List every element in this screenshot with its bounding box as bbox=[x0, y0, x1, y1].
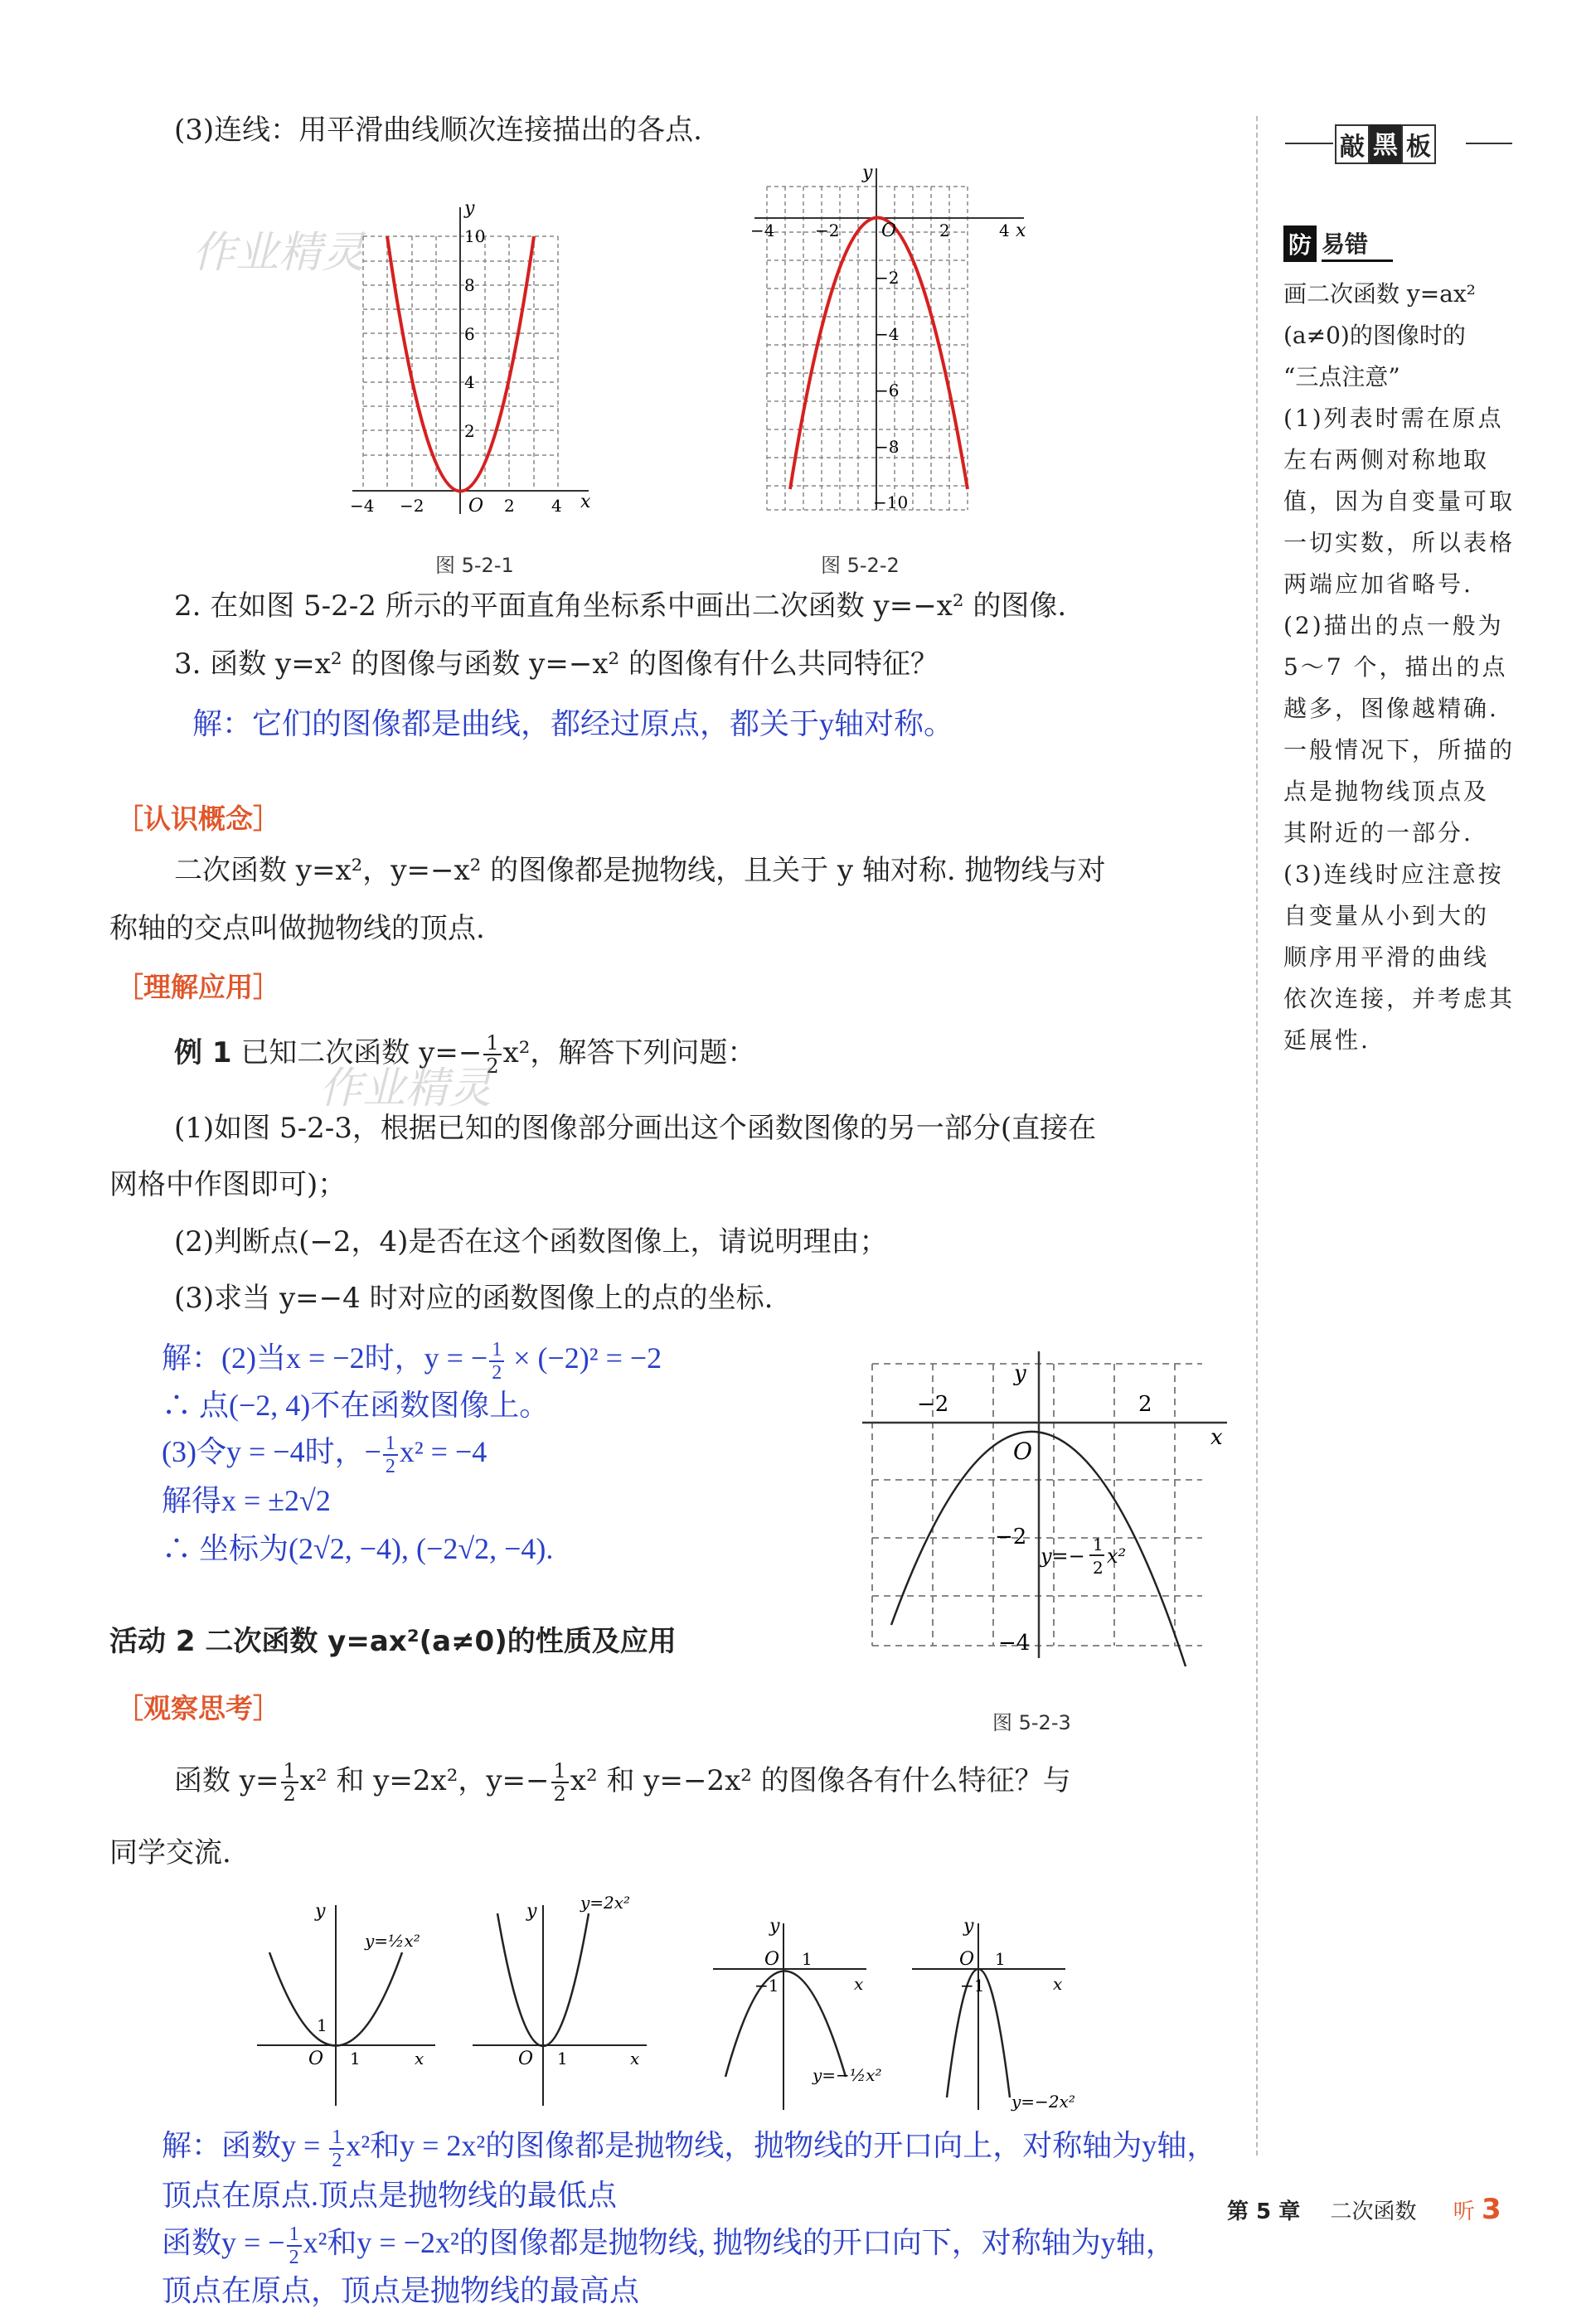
svg-text:1: 1 bbox=[350, 2049, 361, 2068]
section-header-concept: ［认识概念］ bbox=[116, 803, 280, 835]
fig3-curve-label: x² bbox=[1107, 1545, 1127, 1568]
example-part-1-line1: (1)如图 5-2-3，根据已知的图像部分画出这个函数图像的另一部分(直接在 bbox=[174, 1112, 1097, 1145]
fig3-y-axis: y bbox=[1014, 1361, 1026, 1386]
footer-chapter: 第 5 章 bbox=[1227, 2199, 1301, 2224]
observe-text-line1: 函数 y= $\frac{1}{2}$ x² 和 y=2x²，y=− $\frac{1}{2}$ x² 和 y=−2x² 的图像各有什么特征？与 bbox=[174, 1759, 1071, 1806]
fig2-ytick: −4 bbox=[875, 324, 900, 344]
page-footer bbox=[1227, 2193, 1501, 2226]
fig2-y-axis: y bbox=[862, 162, 873, 183]
fig1-origin: O bbox=[468, 496, 484, 516]
fig2-xtick: −4 bbox=[750, 221, 775, 240]
concept-text-line2: 称轴的交点叫做抛物线的顶点. bbox=[109, 912, 485, 945]
svg-text:1: 1 bbox=[995, 1949, 1006, 1969]
banner-char: 黑 bbox=[1370, 124, 1401, 164]
svg-text:x: x bbox=[1053, 1974, 1063, 1994]
fig3-label: −2 bbox=[995, 1525, 1027, 1549]
question-3: 3. 函数 y=x² 的图像与函数 y=−x² 的图像有什么共同特征？ bbox=[174, 647, 939, 681]
fraction: $\frac{1}{2}$ bbox=[551, 1760, 569, 1805]
sidebar-intro: 画二次函数 y=ax² (a≠0)的图像时的 “三点注意” bbox=[1283, 280, 1476, 390]
answer-line4: 顶点在原点，顶点是抛物线的最高点 bbox=[162, 2274, 640, 2307]
graph-2x2 bbox=[473, 1893, 647, 2106]
question-3-answer: 解：它们的图像都是曲线，都经过原点，都关于y轴对称。 bbox=[192, 707, 954, 740]
section-header-apply: ［理解应用］ bbox=[116, 971, 280, 1003]
fig1-ytick: 8 bbox=[464, 275, 475, 295]
fig1-ytick: 4 bbox=[464, 372, 475, 392]
fig2-ytick: −6 bbox=[875, 381, 900, 400]
note-line: 依次连接，并考虑其 bbox=[1283, 985, 1516, 1012]
fraction: $\frac{1}{2}$ bbox=[483, 1032, 501, 1077]
svg-text:y: y bbox=[963, 1916, 974, 1937]
graph-neg-2x2 bbox=[912, 1916, 1075, 2112]
fraction: $\frac{1}{2}$ bbox=[281, 1760, 298, 1805]
fig2-origin: O bbox=[881, 221, 897, 241]
svg-text:x: x bbox=[630, 2049, 640, 2068]
svg-text:1: 1 bbox=[317, 2015, 327, 2035]
banner-char: 敲 bbox=[1335, 124, 1370, 164]
svg-text:y=−2x²: y=−2x² bbox=[1011, 2092, 1075, 2112]
figure-5-2-1 bbox=[348, 191, 605, 522]
observe-text-line2: 同学交流. bbox=[109, 1836, 231, 1869]
fig2-ytick: −10 bbox=[873, 492, 909, 512]
fig2-ytick: −2 bbox=[875, 268, 900, 288]
note-line: 自变量从小到大的 bbox=[1283, 902, 1490, 929]
solution-line3: (3)令y = −4时，− $\frac{1}{2}$ x² = −4 bbox=[162, 1432, 488, 1477]
solution-line2: ∴ 点(−2, 4)不在函数图像上。 bbox=[162, 1389, 550, 1422]
sidebar-divider bbox=[1256, 116, 1260, 2156]
footer-listen: 听 bbox=[1453, 2199, 1475, 2224]
fig3-label: −2 bbox=[917, 1392, 949, 1417]
svg-text:y=½x²: y=½x² bbox=[365, 1931, 420, 1951]
example-part-3: (3)求当 y=−4 时对应的函数图像上的点的坐标. bbox=[174, 1282, 774, 1315]
fig1-xtick: 2 bbox=[504, 496, 515, 516]
example-1: 例 1 已知二次函数 y=− $\frac{1}{2}$ x²，解答下列问题： bbox=[174, 1031, 756, 1078]
fig1-xtick: −2 bbox=[400, 496, 424, 516]
page-number: 3 bbox=[1482, 2193, 1501, 2226]
fig1-y-axis: y bbox=[464, 198, 475, 219]
svg-text:x: x bbox=[854, 1974, 864, 1994]
fig2-x-axis: x bbox=[1016, 221, 1026, 241]
svg-text:y=2x²: y=2x² bbox=[580, 1893, 631, 1913]
svg-text:1: 1 bbox=[557, 2049, 568, 2068]
concept-text-line1: 二次函数 y=x²，y=−x² 的图像都是抛物线，且关于 y 轴对称. 抛物线与对 bbox=[174, 854, 1106, 887]
note-line: 左右两侧对称地取 bbox=[1283, 446, 1490, 473]
fig1-caption: 图 5-2-1 bbox=[435, 554, 514, 577]
small-parabola-graphs bbox=[249, 1890, 1128, 2114]
fig3-origin: O bbox=[1013, 1438, 1032, 1465]
fig3-half-num: 1 bbox=[1093, 1535, 1104, 1554]
fig3-x-axis: x bbox=[1210, 1425, 1223, 1450]
figure-5-2-2 bbox=[750, 162, 1041, 518]
svg-text:−1: −1 bbox=[754, 1976, 779, 1996]
note-line: 一切实数，所以表格 bbox=[1283, 529, 1516, 556]
fraction: $\frac{1}{2}$ bbox=[383, 1433, 398, 1477]
fraction: $\frac{1}{2}$ bbox=[329, 2126, 344, 2171]
note-line: 一般情况下，所描的 bbox=[1283, 736, 1516, 764]
svg-text:y: y bbox=[315, 1901, 326, 1922]
step-3-text: (3)连线：用平滑曲线顺次连接描出的各点. bbox=[174, 114, 702, 147]
fig3-label: 2 bbox=[1138, 1392, 1152, 1417]
note-line: (2)描出的点一般为 bbox=[1283, 612, 1504, 639]
fig3-half-den: 2 bbox=[1093, 1558, 1104, 1578]
answer-line3: 函数y = − $\frac{1}{2}$ x²和y = −2x²的图像都是抛物线, 抛物线的开口向下，对称轴为y轴， bbox=[162, 2223, 1176, 2268]
note-line: 延展性. bbox=[1283, 1026, 1370, 1054]
figure-5-2-3 bbox=[854, 1351, 1252, 1683]
fraction: $\frac{1}{2}$ bbox=[287, 2223, 302, 2268]
banner-char: 板 bbox=[1401, 124, 1436, 164]
note-line: 越多，图像越精确. bbox=[1283, 695, 1499, 722]
fig3-curve-label: y=− bbox=[1041, 1545, 1085, 1568]
sidebar-banner bbox=[1285, 124, 1513, 162]
watermark: 作业精灵 bbox=[319, 1064, 492, 1113]
solution-line4: 解得x = ±2√2 bbox=[162, 1484, 331, 1517]
note-line: (3)连线时应注意按 bbox=[1283, 861, 1504, 888]
fig1-ytick: 6 bbox=[464, 324, 475, 344]
fraction: $\frac{1}{2}$ bbox=[489, 1339, 504, 1384]
svg-text:O: O bbox=[308, 2049, 324, 2069]
fig3-label: −4 bbox=[998, 1631, 1031, 1656]
example-label: 例 1 bbox=[174, 1036, 232, 1069]
svg-text:1: 1 bbox=[802, 1949, 813, 1969]
note-line: 其附近的一部分. bbox=[1283, 819, 1473, 846]
svg-text:O: O bbox=[764, 1949, 780, 1970]
fig3-caption: 图 5-2-3 bbox=[992, 1711, 1071, 1734]
section-header-observe: ［观察思考］ bbox=[116, 1692, 280, 1724]
fig2-caption: 图 5-2-2 bbox=[821, 554, 900, 577]
fig1-xtick: 4 bbox=[551, 496, 562, 516]
fig2-ytick: −8 bbox=[875, 437, 900, 457]
example-part-1-line2: 网格中作图即可)； bbox=[109, 1168, 347, 1201]
answer-line2: 顶点在原点.顶点是抛物线的最低点 bbox=[162, 2179, 618, 2212]
svg-text:O: O bbox=[518, 2049, 534, 2069]
fig1-x-axis: x bbox=[580, 492, 591, 512]
example-part-2: (2)判断点(−2，4)是否在这个函数图像上，请说明理由； bbox=[174, 1225, 888, 1258]
solution-line5: ∴ 坐标为(2√2, −4), (−2√2, −4). bbox=[162, 1532, 554, 1565]
note-line: 两端应加省略号. bbox=[1283, 570, 1473, 598]
graph-neg-half-x2 bbox=[713, 1916, 882, 2110]
question-2: 2. 在如图 5-2-2 所示的平面直角坐标系中画出二次函数 y=−x² 的图像. bbox=[174, 589, 1067, 623]
watermark: 作业精灵 bbox=[192, 228, 366, 278]
sidebar-notes bbox=[1283, 398, 1524, 1061]
note-line: 值，因为自变量可取 bbox=[1283, 487, 1516, 515]
answer-line1: 解：函数y = $\frac{1}{2}$ x²和y = 2x²的图像都是抛物线，抛物线的开口向上，对称轴为y轴， bbox=[162, 2126, 1217, 2171]
solution-line1: 解：(2)当x = −2时，y = − $\frac{1}{2}$ × (−2)² = −2 bbox=[162, 1338, 662, 1384]
fig2-xtick: 2 bbox=[939, 221, 950, 240]
note-line: (1)列表时需在原点 bbox=[1283, 405, 1504, 432]
tag-text: 易错 bbox=[1322, 226, 1393, 262]
footer-title: 二次函数 bbox=[1330, 2199, 1417, 2224]
fig2-xtick: −2 bbox=[815, 221, 840, 240]
svg-text:y=−½x²: y=−½x² bbox=[813, 2065, 882, 2085]
fig2-xtick: 4 bbox=[999, 221, 1010, 240]
graph-half-x2 bbox=[257, 1901, 435, 2106]
note-line: 点是抛物线顶点及 bbox=[1283, 778, 1490, 805]
note-line: 5～7 个，描出的点 bbox=[1283, 653, 1508, 681]
activity-2-title: 活动 2 二次函数 y=ax²(a≠0)的性质及应用 bbox=[109, 1625, 677, 1658]
svg-text:−1: −1 bbox=[960, 1976, 985, 1996]
fig1-xtick: −4 bbox=[350, 496, 375, 516]
note-line: 顺序用平滑的曲线 bbox=[1283, 943, 1490, 971]
svg-text:O: O bbox=[959, 1949, 975, 1970]
sidebar-tag bbox=[1283, 225, 1393, 262]
fig1-ytick: 2 bbox=[464, 421, 475, 441]
tag-icon: 防 bbox=[1283, 225, 1317, 262]
svg-text:y: y bbox=[769, 1916, 780, 1937]
fig1-ytick: 10 bbox=[464, 226, 486, 246]
svg-text:x: x bbox=[415, 2049, 424, 2068]
svg-text:y: y bbox=[526, 1901, 537, 1922]
